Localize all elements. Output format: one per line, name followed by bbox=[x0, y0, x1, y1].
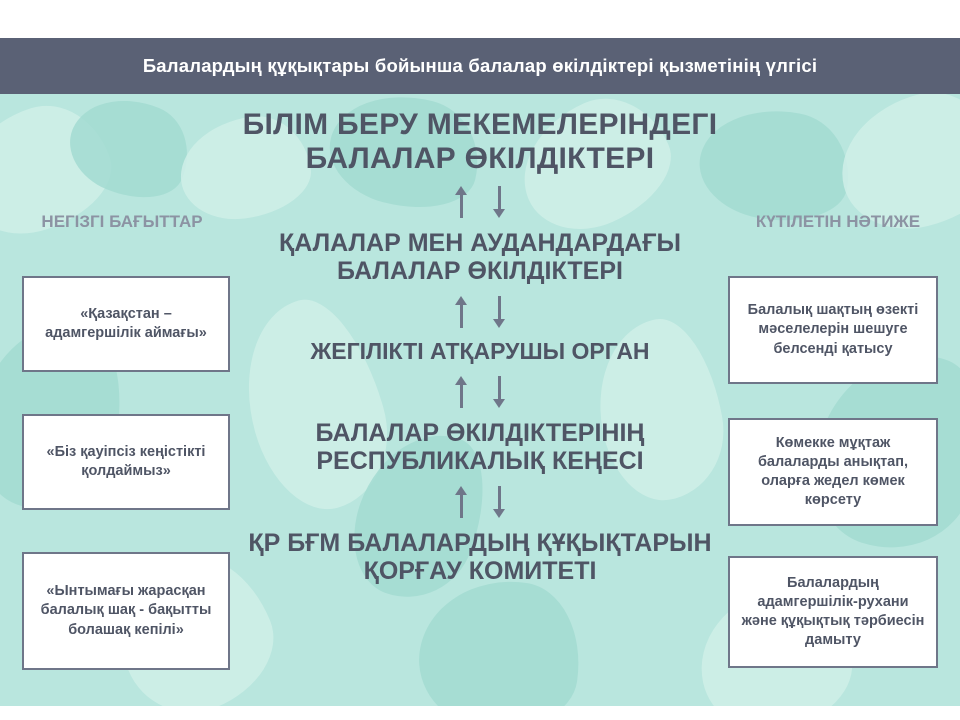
left-card-3: «Ынтымағы жарасқан балалық шақ - бақытты болашақ кепілі» bbox=[22, 552, 230, 670]
flow-connector-3 bbox=[240, 375, 720, 409]
arrow-down-icon bbox=[493, 376, 505, 408]
right-card-2: Көмекке мұқтаж балаларды анықтап, оларға жедел көмек көрсету bbox=[728, 418, 938, 526]
top-white-margin bbox=[0, 0, 960, 38]
arrow-down-icon bbox=[493, 486, 505, 518]
left-card-2: «Біз қауіпсіз кеңістікті қолдаймыз» bbox=[22, 414, 230, 510]
right-card-3: Балалардың адамгершілік-рухани және құқықтық тәрбиесін дамыту bbox=[728, 556, 938, 668]
bottom-white-margin bbox=[0, 706, 960, 720]
flow-connector-4 bbox=[240, 485, 720, 519]
flow-node-5: ҚР БҒМ БАЛАЛАРДЫҢ ҚҰҚЫҚТАРЫН ҚОРҒАУ КОМИТЕТІ bbox=[248, 528, 712, 585]
page-title: Балалардың құқықтары бойынша балалар өкілдіктері қызметінің үлгісі bbox=[142, 55, 818, 76]
arrow-up-icon bbox=[455, 186, 467, 218]
header-bar bbox=[0, 38, 960, 94]
flow-node-1: БІЛІМ БЕРУ МЕКЕМЕЛЕРІНДЕГІ БАЛАЛАР ӨКІЛДІКТЕРІ bbox=[242, 108, 718, 175]
left-card-1: «Қазақстан – адамгершілік аймағы» bbox=[22, 276, 230, 372]
flow-node-4: БАЛАЛАР ӨКІЛДІКТЕРІНІҢ РЕСПУБЛИКАЛЫҚ КЕҢЕСІ bbox=[315, 418, 645, 475]
center-flow-column bbox=[240, 108, 720, 585]
flow-node-3: ЖЕГІЛІКТІ АТҚАРУШЫ ОРГАН bbox=[310, 338, 650, 365]
arrow-down-icon bbox=[493, 186, 505, 218]
right-card-1: Балалық шақтың өзекті мәселелерін шешуге белсенді қатысу bbox=[728, 276, 938, 384]
flow-connector-1 bbox=[240, 185, 720, 219]
flow-connector-2 bbox=[240, 295, 720, 329]
left-column-heading: НЕГІЗГІ БАҒЫТТАР bbox=[41, 212, 203, 231]
right-column-heading: КҮТІЛЕТІН НӘТИЖЕ bbox=[755, 212, 921, 231]
arrow-up-icon bbox=[455, 486, 467, 518]
flow-node-2: ҚАЛАЛАР МЕН АУДАНДАРДАҒЫ БАЛАЛАР ӨКІЛДІКТЕРІ bbox=[278, 229, 681, 286]
arrow-up-icon bbox=[455, 296, 467, 328]
arrow-down-icon bbox=[493, 296, 505, 328]
arrow-up-icon bbox=[455, 376, 467, 408]
decorative-leaf-14 bbox=[410, 570, 589, 720]
